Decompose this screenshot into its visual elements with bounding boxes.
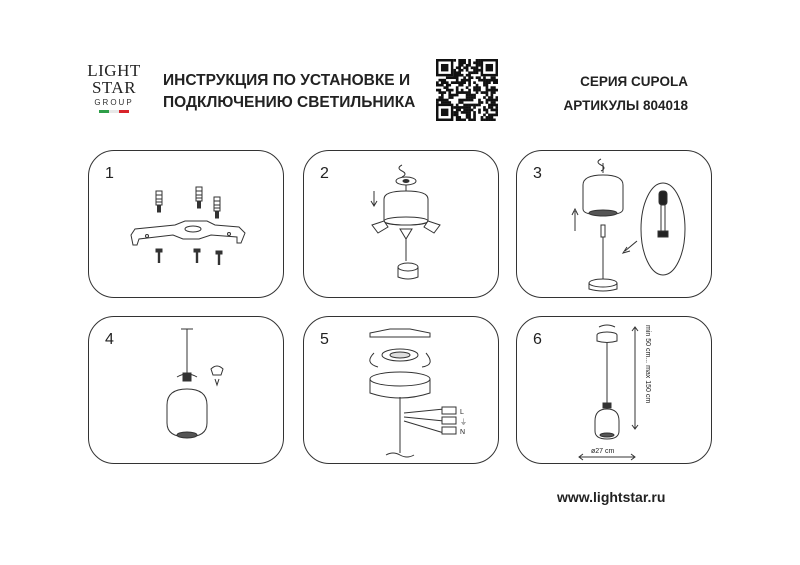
document-title xyxy=(163,70,433,114)
step-panel-2 xyxy=(303,150,499,298)
mounting-bracket-with-dowels-and-screws-icon xyxy=(89,151,285,299)
italian-flag-icon xyxy=(86,110,142,113)
step-panel-1 xyxy=(88,150,284,298)
diameter-dimension-label: ø27 cm xyxy=(591,448,615,455)
step-number: 5 xyxy=(320,331,329,348)
step-panel-4 xyxy=(88,316,284,464)
terminal-label-n: N xyxy=(460,429,466,436)
article-number: АРТИКУЛЫ 804018 xyxy=(563,98,688,113)
title-line-1: ИНСТРУКЦИЯ ПО УСТАНОВКЕ И xyxy=(163,72,411,89)
footer-website: www.lightstar.ru xyxy=(557,489,666,505)
height-dimension-label: min 50 cm... max 150 cm xyxy=(644,325,651,404)
step-panel-5 xyxy=(303,316,499,464)
series-name: СЕРИЯ CUPOLA xyxy=(580,74,688,89)
title-line-2: ПОДКЛЮЧЕНИЮ СВЕТИЛЬНИКА xyxy=(163,94,416,111)
dimensions-icon xyxy=(517,317,713,465)
terminal-label-ground: ⏚ xyxy=(460,419,467,426)
fix-cable-length-icon xyxy=(89,317,285,465)
qr-code-icon xyxy=(436,59,498,121)
step-number: 2 xyxy=(320,165,329,182)
logo-line-3: GROUP xyxy=(94,98,134,107)
step-number: 4 xyxy=(105,331,114,348)
lightstar-logo xyxy=(86,62,142,124)
product-series xyxy=(548,70,688,118)
attach-canopy-to-bracket-icon xyxy=(304,151,500,299)
step-number: 3 xyxy=(533,165,542,182)
step-panel-3 xyxy=(516,150,712,298)
step-number: 1 xyxy=(105,165,114,182)
step-number: 6 xyxy=(533,331,542,348)
logo-line-1: LIGHT xyxy=(87,61,141,80)
terminal-label-l: L xyxy=(460,409,464,416)
connect-wiring-terminals-icon xyxy=(304,317,500,465)
step-panel-6 xyxy=(516,316,712,464)
insert-bulb-into-shade-icon xyxy=(517,151,713,299)
logo-line-2: STAR xyxy=(91,78,137,97)
